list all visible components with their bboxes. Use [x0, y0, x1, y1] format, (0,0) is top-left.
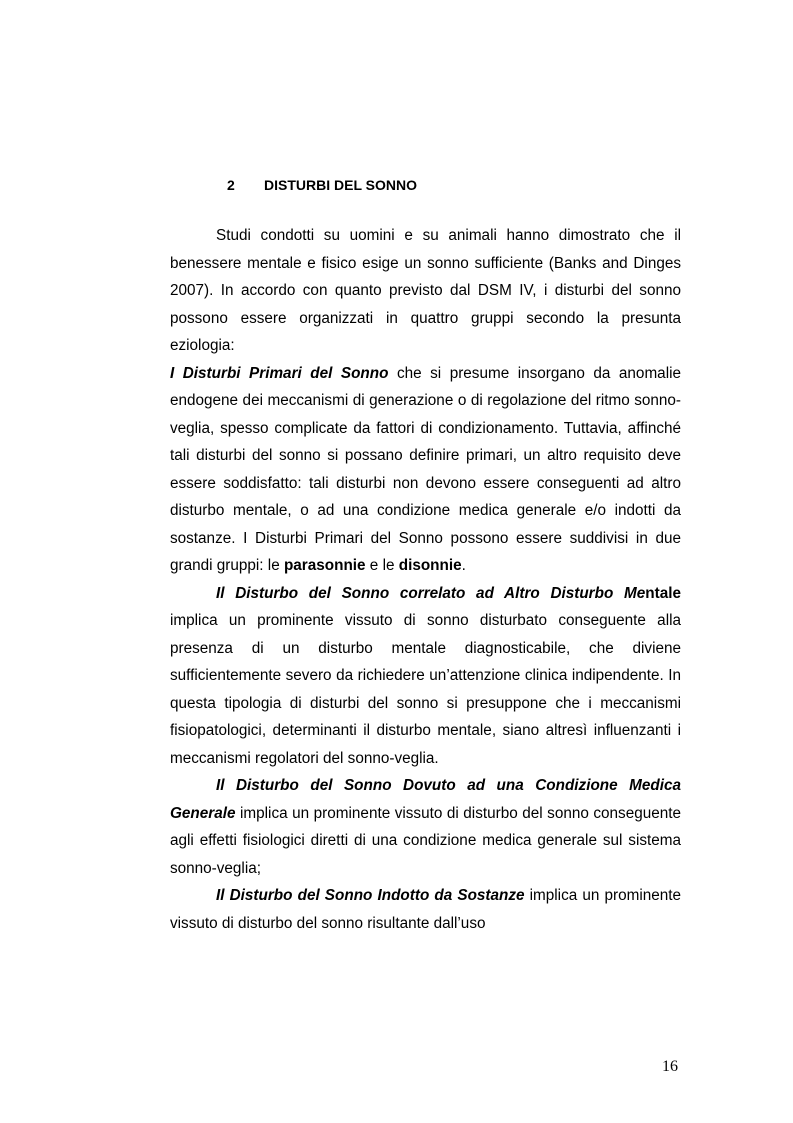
- paragraph-substances: [170, 882, 681, 937]
- paragraph-mental-disorder: [170, 580, 681, 773]
- body-text: [170, 222, 681, 937]
- term-medical-condition: Il Disturbo del Sonno Dovuto ad una Condizione Medica Generale: [170, 777, 681, 822]
- term-parasonnie: parasonnie: [283, 557, 366, 574]
- paragraph-intro: [170, 222, 681, 360]
- page-number: 16: [662, 1058, 678, 1075]
- paragraph-intro-text: Studi condotti su uomini e su animali hanno dimostrato che il benessere mentale e fisico esige un sonno sufficiente (Banks and Dinges 2007). In accordo con quanto previsto dal DSM IV, i disturbi del sonno possono essere organizzati in quattro gruppi secondo la presunta eziologia:: [170, 227, 681, 354]
- term-mental-disorder-bold: ntale: [645, 584, 681, 602]
- term-mental-disorder-italic: Il Disturbo del Sonno correlato ad Altro Disturbo Me: [216, 584, 646, 602]
- paragraph-medical-condition: [170, 772, 681, 882]
- section-heading: [227, 177, 417, 193]
- term-disonnie: disonnie: [398, 557, 462, 574]
- paragraph-primary-text-c: .: [461, 557, 466, 574]
- term-primary-disorders: I Disturbi Primari del Sonno: [170, 364, 389, 382]
- section-title: DISTURBI DEL SONNO: [264, 177, 417, 193]
- paragraph-primary-text-b: e le: [365, 557, 399, 574]
- paragraph-medical-text: implica un prominente vissuto di disturbo del sonno conseguente agli effetti fisiologici diretti di una condizione medica generale sul sistema sonno-veglia;: [170, 804, 681, 877]
- paragraph-substances-text: implica un prominente vissuto di disturbo del sonno risultante dall’uso: [170, 887, 681, 932]
- paragraph-mental-text: implica un prominente vissuto di sonno disturbato conseguente alla presenza di un disturbo mentale diagnosticabile, che diviene sufficientemente severo da richiedere un’attenzione clinica indipendente. In questa tipologia di disturbi del sonno si presuppone che i meccanismi fisiopatologici, determinanti il disturbo mentale, siano altresì influenzanti i meccanismi regolatori del sonno-veglia.: [170, 612, 681, 767]
- paragraph-primary-disorders: [170, 360, 681, 580]
- term-substances: Il Disturbo del Sonno Indotto da Sostanze: [216, 887, 525, 904]
- paragraph-primary-text-a: che si presume insorgano da anomalie endogene dei meccanismi di generazione o di regolazione del ritmo sonno-veglia, spesso complicate da fattori di condizionamento. Tuttavia, affinché tali disturbi del sonno si possano definire primari, un altro requisito deve essere soddisfatto: tali disturbi non devono essere conseguenti ad altro disturbo mentale, o ad una condizione medica generale e/o indotti da sostanze. I Disturbi Primari del Sonno possono essere suddivisi in due grandi gruppi: le: [170, 364, 681, 574]
- section-number: 2: [227, 177, 235, 193]
